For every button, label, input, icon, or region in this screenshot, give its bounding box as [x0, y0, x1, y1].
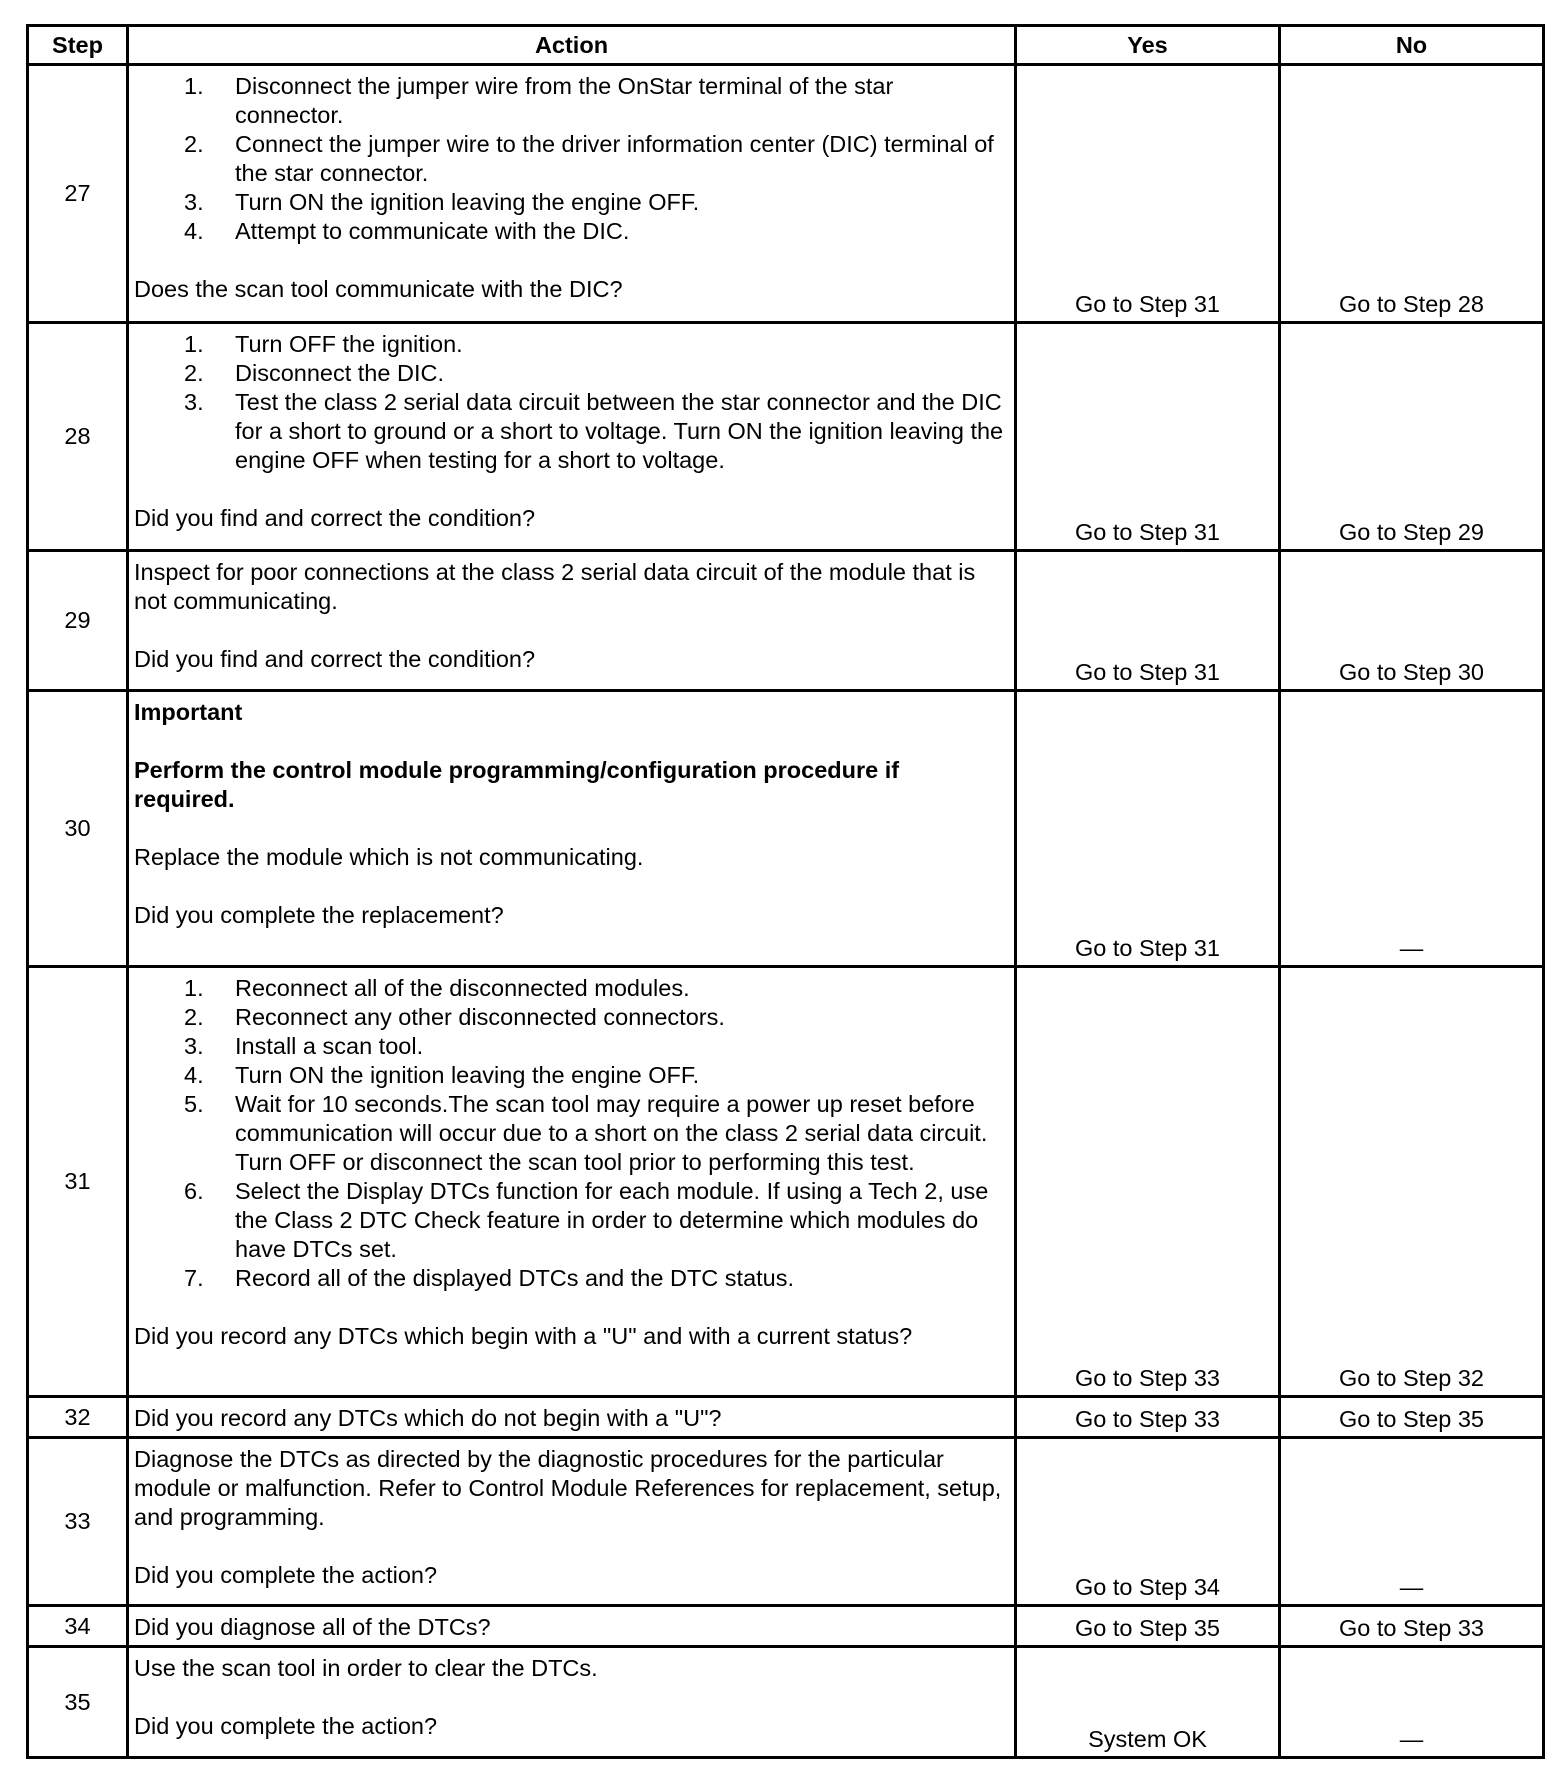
- list-item: [134, 974, 1006, 1003]
- table-row: [28, 967, 1544, 1397]
- step-number: 30: [28, 691, 128, 967]
- action-cell: [128, 1438, 1016, 1606]
- question-text: Did you find and correct the condition?: [134, 505, 536, 531]
- list-text: Record all of the displayed DTCs and the DTC status.: [235, 1265, 795, 1291]
- question-text: Did you record any DTCs which do not begin with a "U"?: [134, 1405, 722, 1431]
- list-text: Select the Display DTCs function for each module. If using a Tech 2, use the Class 2 DTC Check feature in order to determine which modules do have DTCs set.: [235, 1178, 989, 1262]
- question-text: Did you complete the action?: [134, 1562, 438, 1588]
- list-number: 1.: [184, 73, 204, 99]
- instruction-text: Diagnose the DTCs as directed by the diagnostic procedures for the particular module or malfunction. Refer to Control Module References for replacement, setup, and programming.: [134, 1446, 1002, 1530]
- list-item: [134, 1177, 1006, 1264]
- header-step: Step: [28, 26, 128, 65]
- step-number: 28: [28, 323, 128, 551]
- question-text: Did you diagnose all of the DTCs?: [134, 1614, 491, 1640]
- table-row: [28, 65, 1544, 323]
- diagnostic-table: [26, 24, 1545, 1759]
- header-row: [28, 26, 1544, 65]
- yes-result: Go to Step 31: [1016, 65, 1280, 323]
- action-cell: [128, 323, 1016, 551]
- list-number: 7.: [184, 1265, 204, 1291]
- list-text: Turn ON the ignition leaving the engine OFF.: [235, 1062, 700, 1088]
- list-text: Reconnect all of the disconnected modules.: [235, 975, 690, 1001]
- list-text: Disconnect the jumper wire from the OnStar terminal of the star connector.: [235, 73, 894, 128]
- list-text: Attempt to communicate with the DIC.: [235, 218, 630, 244]
- step-number: 29: [28, 551, 128, 691]
- list-text: Disconnect the DIC.: [235, 360, 444, 386]
- list-number: 1.: [184, 975, 204, 1001]
- list-number: 2.: [184, 131, 204, 157]
- question-text: Did you complete the action?: [134, 1713, 438, 1739]
- important-heading: Important: [134, 699, 243, 725]
- list-item: [134, 1264, 1006, 1293]
- step-number: 32: [28, 1397, 128, 1438]
- list-item: [134, 1003, 1006, 1032]
- yes-result: Go to Step 31: [1016, 323, 1280, 551]
- no-result: —: [1280, 691, 1544, 967]
- list-number: 2.: [184, 360, 204, 386]
- step-number: 31: [28, 967, 128, 1397]
- header-no: No: [1280, 26, 1544, 65]
- action-cell: [128, 1647, 1016, 1758]
- question-text: Did you complete the replacement?: [134, 902, 504, 928]
- no-result: Go to Step 30: [1280, 551, 1544, 691]
- no-result: —: [1280, 1647, 1544, 1758]
- list-number: 3.: [184, 1033, 204, 1059]
- yes-result: Go to Step 31: [1016, 691, 1280, 967]
- no-result: —: [1280, 1438, 1544, 1606]
- table-row: [28, 1397, 1544, 1438]
- table-row: [28, 1606, 1544, 1647]
- list-item: [134, 388, 1006, 475]
- list-text: Install a scan tool.: [235, 1033, 424, 1059]
- yes-result: Go to Step 34: [1016, 1438, 1280, 1606]
- list-text: Wait for 10 seconds.The scan tool may require a power up reset before communication will occur due to a short on the class 2 serial data circuit. Turn OFF or disconnect the scan tool prior to performing this test.: [235, 1091, 988, 1175]
- step-number: 27: [28, 65, 128, 323]
- list-item: [134, 1032, 1006, 1061]
- action-cell: [128, 967, 1016, 1397]
- table-row: [28, 1647, 1544, 1758]
- header-yes: Yes: [1016, 26, 1280, 65]
- list-text: Reconnect any other disconnected connectors.: [235, 1004, 725, 1030]
- list-item: [134, 1090, 1006, 1177]
- no-result: Go to Step 29: [1280, 323, 1544, 551]
- list-text: Turn ON the ignition leaving the engine OFF.: [235, 189, 700, 215]
- list-number: 3.: [184, 389, 204, 415]
- important-note: Perform the control module programming/configuration procedure if required.: [134, 757, 900, 812]
- action-cell: [128, 551, 1016, 691]
- list-item: [134, 130, 1006, 188]
- list-number: 4.: [184, 218, 204, 244]
- list-number: 6.: [184, 1178, 204, 1204]
- yes-result: System OK: [1016, 1647, 1280, 1758]
- list-item: [134, 330, 1006, 359]
- table-row: [28, 1438, 1544, 1606]
- list-item: [134, 1061, 1006, 1090]
- yes-result: Go to Step 33: [1016, 1397, 1280, 1438]
- instruction-list: [134, 330, 1006, 475]
- instruction-list: [134, 974, 1006, 1293]
- list-number: 5.: [184, 1091, 204, 1117]
- question-text: Did you find and correct the condition?: [134, 646, 536, 672]
- action-cell: [128, 691, 1016, 967]
- list-number: 4.: [184, 1062, 204, 1088]
- step-number: 35: [28, 1647, 128, 1758]
- no-result: Go to Step 35: [1280, 1397, 1544, 1438]
- step-number: 33: [28, 1438, 128, 1606]
- list-item: [134, 188, 1006, 217]
- list-number: 1.: [184, 331, 204, 357]
- list-item: [134, 217, 1006, 246]
- list-number: 3.: [184, 189, 204, 215]
- question-text: Did you record any DTCs which begin with a "U" and with a current status?: [134, 1323, 913, 1349]
- question-text: Does the scan tool communicate with the DIC?: [134, 276, 623, 302]
- instruction-text: Use the scan tool in order to clear the DTCs.: [134, 1655, 598, 1681]
- instruction-list: [134, 72, 1006, 246]
- no-result: Go to Step 28: [1280, 65, 1544, 323]
- list-item: [134, 359, 1006, 388]
- list-text: Connect the jumper wire to the driver information center (DIC) terminal of the star connector.: [235, 131, 994, 186]
- list-text: Test the class 2 serial data circuit between the star connector and the DIC for a short to ground or a short to voltage. Turn ON the ignition leaving the engine OFF when testing for a short to voltage.: [235, 389, 1004, 473]
- table-row: [28, 691, 1544, 967]
- instruction-text: Replace the module which is not communicating.: [134, 844, 644, 870]
- action-cell: [128, 65, 1016, 323]
- list-text: Turn OFF the ignition.: [235, 331, 463, 357]
- yes-result: Go to Step 31: [1016, 551, 1280, 691]
- table-row: [28, 323, 1544, 551]
- header-action: Action: [128, 26, 1016, 65]
- table-row: [28, 551, 1544, 691]
- no-result: Go to Step 33: [1280, 1606, 1544, 1647]
- list-number: 2.: [184, 1004, 204, 1030]
- yes-result: Go to Step 35: [1016, 1606, 1280, 1647]
- no-result: Go to Step 32: [1280, 967, 1544, 1397]
- instruction-text: Inspect for poor connections at the class 2 serial data circuit of the module that is not communicating.: [134, 559, 976, 614]
- action-cell: [128, 1606, 1016, 1647]
- yes-result: Go to Step 33: [1016, 967, 1280, 1397]
- action-cell: [128, 1397, 1016, 1438]
- list-item: [134, 72, 1006, 130]
- step-number: 34: [28, 1606, 128, 1647]
